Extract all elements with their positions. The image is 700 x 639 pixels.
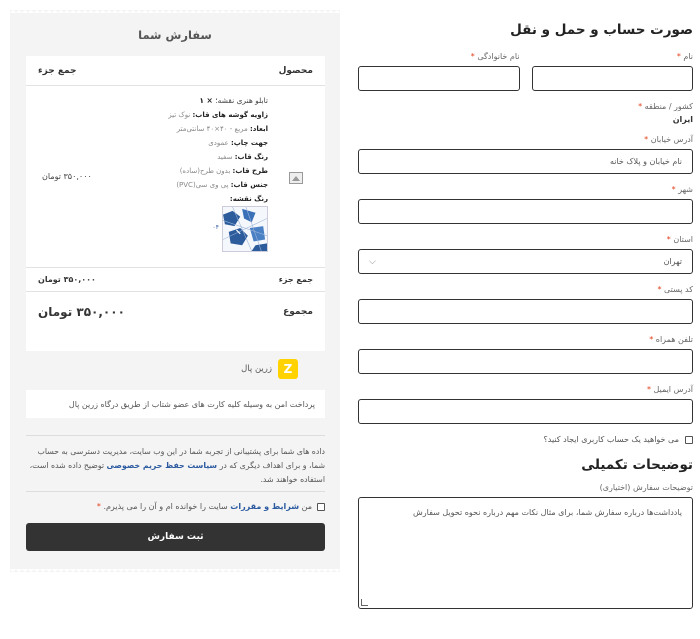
meta-frame-material-label: جنس قاب:: [230, 181, 268, 189]
payment-method-description: پرداخت امن به وسیله کلیه کارت های عضو شتاب از طریق درگاه زرین پال: [26, 390, 325, 418]
address-label: آدرس خیابان: [650, 135, 693, 144]
meta-print-label: جهت چاپ:: [230, 139, 268, 147]
total-value: ۳۵۰,۰۰۰ تومان: [38, 305, 125, 319]
required-mark: *: [644, 135, 649, 144]
meta-frame-design-label: طرح قاب:: [232, 167, 268, 175]
total-label: مجموع: [283, 307, 313, 317]
order-table-header: [26, 56, 325, 86]
required-mark: *: [649, 335, 654, 344]
total-row: [26, 292, 325, 332]
meta-corner-value: نوک تیز: [168, 111, 191, 119]
city-group: [358, 185, 693, 224]
payment-method-zarinpal[interactable]: [26, 359, 325, 379]
product-price: ۳۵۰,۰۰۰ تومان: [42, 172, 92, 181]
required-mark: *: [638, 102, 643, 111]
product-name: تابلو هنری نقشه؛: [215, 96, 268, 105]
country-label: کشور / منطقه: [644, 102, 693, 111]
col-subtotal: جمع جزء: [38, 65, 77, 76]
meta-print-value: عمودی: [208, 139, 229, 147]
state-select[interactable]: [358, 249, 693, 274]
terms-row: [26, 491, 325, 511]
subtotal-value: ۳۵۰,۰۰۰ تومان: [38, 275, 96, 284]
col-product: محصول: [278, 65, 313, 76]
required-mark: *: [646, 385, 651, 394]
meta-map-color-label: رنگ نقشه:: [229, 195, 268, 203]
address-input[interactable]: نام خیابان و پلاک خانه: [358, 149, 693, 174]
order-notes-placeholder: یادداشت‌ها درباره سفارش شما، برای مثال نکات مهم درباره نحوه تحویل سفارش: [413, 508, 682, 517]
create-account-checkbox[interactable]: [685, 436, 693, 444]
swatch-caption: ۰۴: [212, 224, 219, 231]
first-name-input[interactable]: [532, 66, 694, 91]
country-value: ایران: [672, 115, 693, 124]
required-mark: *: [671, 185, 676, 194]
email-label: آدرس ایمیل: [653, 385, 693, 394]
terms-label[interactable]: [97, 502, 312, 511]
last-name-label: نام خانوادگی: [477, 52, 520, 61]
image-placeholder-icon: [289, 172, 303, 184]
first-name-group: [532, 52, 694, 91]
required-mark: *: [470, 52, 475, 61]
required-mark: *: [666, 235, 671, 244]
product-details: [118, 94, 268, 206]
additional-info-title: توضیحات تکمیلی: [581, 457, 693, 473]
phone-input[interactable]: [358, 349, 693, 374]
postcode-input[interactable]: [358, 299, 693, 324]
meta-frame-color-value: سفید: [217, 153, 233, 161]
order-notes-textarea[interactable]: [358, 497, 693, 609]
city-input[interactable]: [358, 199, 693, 224]
required-mark: *: [657, 285, 662, 294]
payment-methods: [26, 359, 325, 418]
last-name-group: [358, 52, 520, 91]
subtotal-row: [26, 268, 325, 292]
privacy-text-after: توضیح داده شده است، استفاده خواهند شد.: [29, 461, 325, 484]
meta-dims-value: مربع - ۴۰×۴۰ سانتی‌متر: [176, 125, 248, 133]
order-title: سفارش شما: [138, 28, 212, 42]
zarinpal-logo-icon: Z: [278, 359, 298, 379]
required-mark: *: [96, 502, 101, 511]
create-account-row: [358, 435, 693, 444]
privacy-policy-link[interactable]: سیاست حفظ حریم خصوصی: [106, 461, 218, 470]
place-order-button[interactable]: ثبت سفارش: [26, 523, 325, 551]
email-group: [358, 385, 693, 424]
create-account-label[interactable]: می خواهید یک حساب کاربری ایجاد کنید؟: [543, 435, 679, 444]
order-notes-label: توضیحات سفارش (اختیاری): [599, 483, 693, 492]
order-review-panel: [10, 10, 340, 572]
phone-label: تلفن همراه: [655, 335, 693, 344]
privacy-text-before: داده های شما برای پشتیبانی از تجربه شما در این وب سایت، مدیریت دسترسی به حساب شما، و برای اهداف دیگری که در: [37, 447, 325, 470]
order-item-row: [26, 86, 325, 268]
meta-frame-design-value: بدون طرح(ساده): [179, 167, 231, 175]
zigzag-edge-bottom: [10, 569, 340, 575]
billing-section: [358, 22, 693, 609]
meta-corner-label: زاویه گوشه های قاب:: [192, 111, 268, 119]
privacy-notice: [26, 435, 325, 487]
resize-handle-icon[interactable]: [361, 599, 368, 606]
meta-frame-color-label: رنگ قاب:: [234, 153, 268, 161]
terms-link[interactable]: شرایط و مقررات: [230, 502, 300, 511]
meta-dims-label: ابعاد:: [250, 125, 268, 133]
phone-group: [358, 335, 693, 374]
country-group: [358, 102, 693, 124]
payment-method-name: زرین پال: [241, 364, 272, 374]
zigzag-edge-top: [10, 7, 340, 13]
last-name-input[interactable]: [358, 66, 520, 91]
order-table: [26, 56, 325, 351]
terms-checkbox[interactable]: [317, 503, 325, 511]
meta-frame-material-value: پی وی سی(PVC): [176, 181, 229, 189]
terms-after: سایت را خوانده ام و آن را می پذیرم.: [103, 502, 228, 511]
state-label: استان: [673, 235, 693, 244]
city-label: شهر: [678, 185, 693, 194]
email-input[interactable]: [358, 399, 693, 424]
first-name-label: نام: [683, 52, 693, 61]
address-group: [358, 135, 693, 174]
postcode-group: [358, 285, 693, 324]
terms-before: من: [301, 502, 312, 511]
billing-title: صورت حساب و حمل و نقل: [510, 22, 693, 38]
subtotal-label: جمع جزء: [278, 275, 313, 284]
state-group: [358, 235, 693, 274]
postcode-label: کد پستی: [664, 285, 693, 294]
required-mark: *: [676, 52, 681, 61]
chevron-down-icon: ⌵: [369, 256, 376, 267]
product-qty: × ۱: [199, 96, 213, 105]
state-select-value: تهران: [663, 257, 682, 266]
map-color-swatch: [222, 206, 268, 252]
